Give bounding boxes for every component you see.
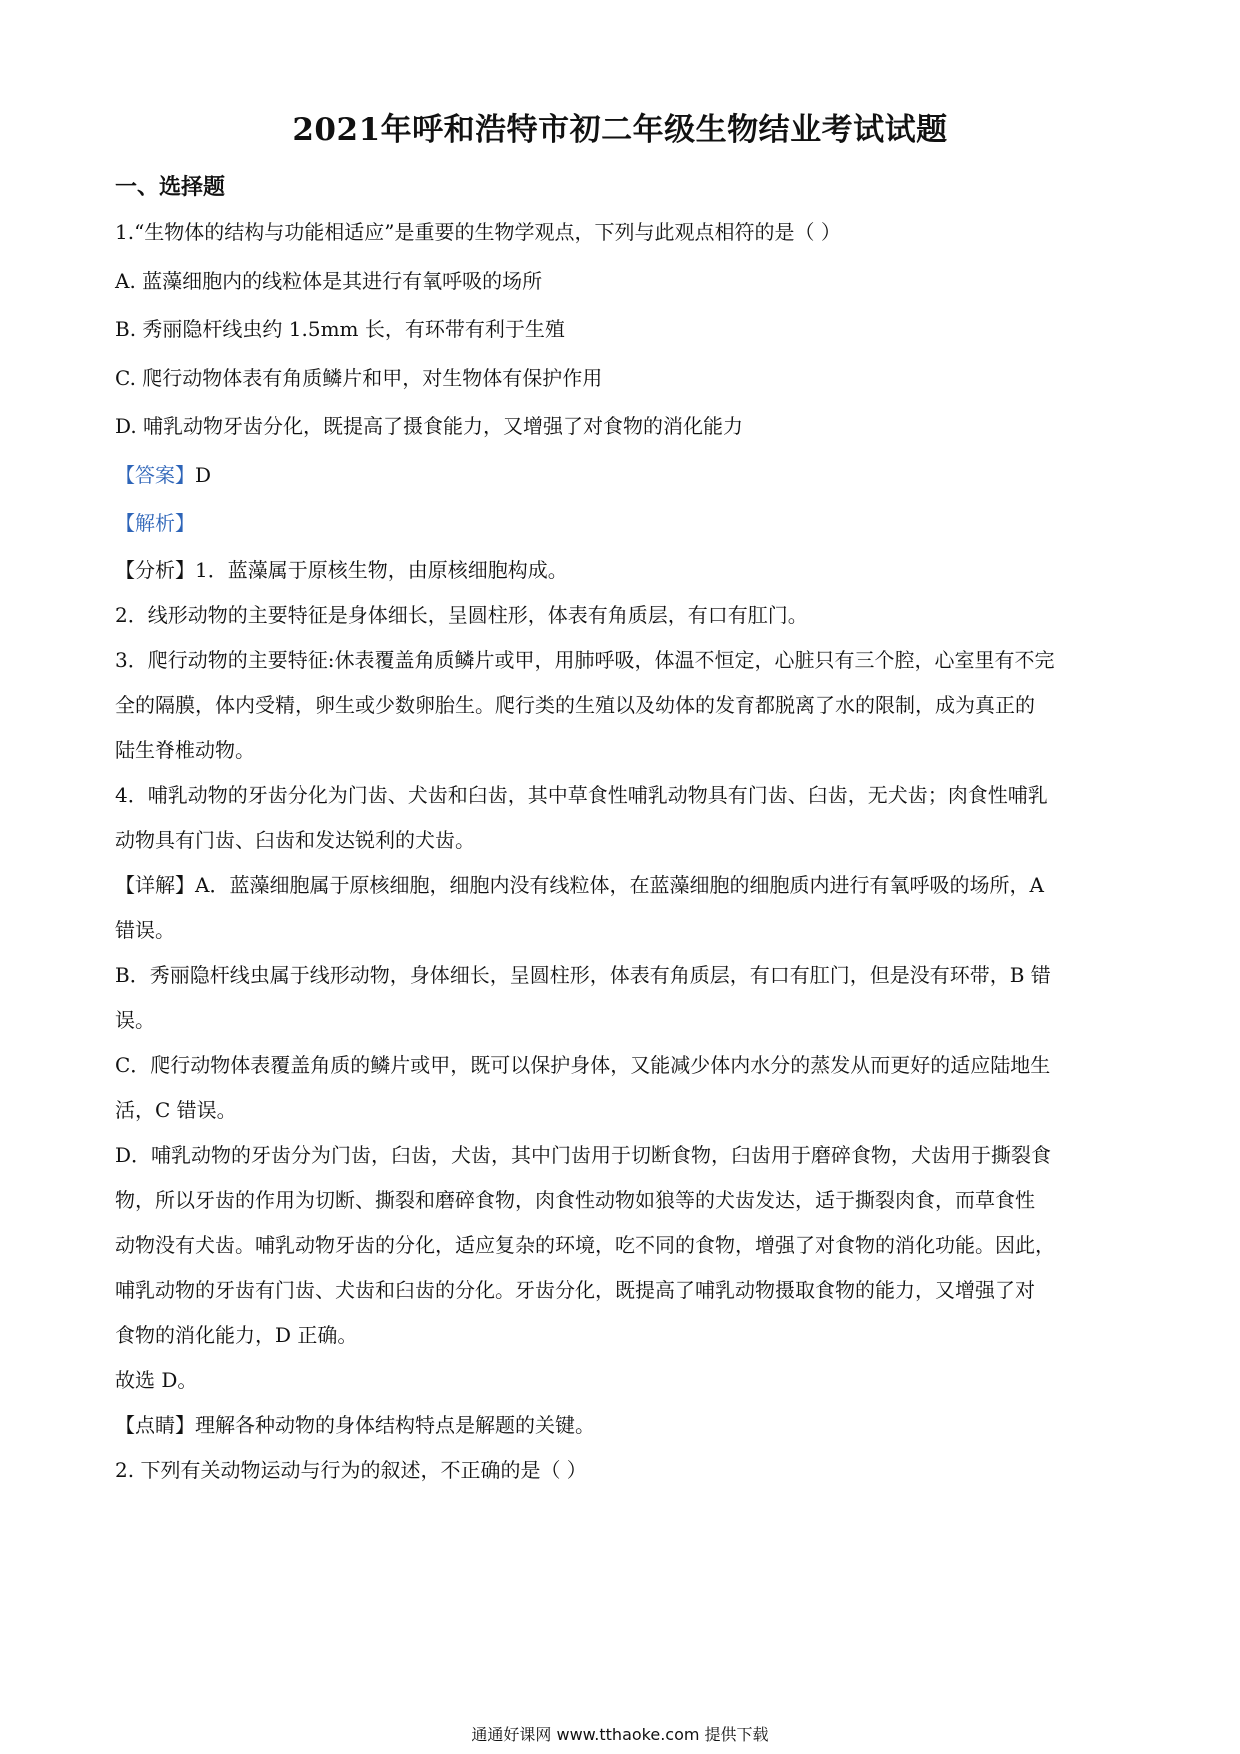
analysis-point-1: 【分析】1．蓝藻属于原核生物，由原核细胞构成。: [115, 557, 568, 582]
detail-b-line: 误。: [115, 1007, 155, 1032]
detail-a-line: 【详解】A．蓝藻细胞属于原核细胞，细胞内没有线粒体，在蓝藻细胞的细胞质内进行有氧呼吸的场所，A: [115, 872, 1044, 897]
analysis-point-3-line: 3．爬行动物的主要特征:休表覆盖角质鳞片或甲，用肺呼吸，体温不恒定，心脏只有三个腔，心室里有不完: [115, 647, 1055, 672]
analysis-body: [115, 548, 1135, 1493]
detail-d-line: 哺乳动物的牙齿有门齿、犬齿和臼齿的分化。牙齿分化，既提高了哺乳动物摄取食物的能力，又增强了对: [115, 1277, 1035, 1302]
analysis-point-4-line: 4．哺乳动物的牙齿分化为门齿、犬齿和臼齿，其中草食性哺乳动物具有门齿、臼齿，无犬齿；肉食性哺乳: [115, 782, 1048, 807]
analysis-tag: 【解析】: [115, 511, 195, 535]
analysis-point-3-line: 全的隔膜，体内受精，卵生或少数卵胎生。爬行类的生殖以及幼体的发育都脱离了水的限制，成为真正的: [115, 692, 1035, 717]
question-2-stem: 2. 下列有关动物运动与行为的叙述，不正确的是（ ）: [115, 1457, 587, 1482]
question-1-option-d: D. 哺乳动物牙齿分化，既提高了摄食能力，又增强了对食物的消化能力: [115, 414, 744, 438]
document-body: [115, 168, 1135, 1493]
answer-value: D: [195, 462, 212, 487]
detail-a-line: 错误。: [115, 917, 175, 942]
document-title: 2021年呼和浩特市初二年级生物结业考试试题: [292, 112, 948, 148]
section-heading: 一、选择题: [115, 175, 226, 200]
question-1-option-c: C. 爬行动物体表有角质鳞片和甲，对生物体有保护作用: [115, 365, 603, 390]
question-1-stem: 1.“生物体的结构与功能相适应”是重要的生物学观点，下列与此观点相符的是（ ）: [115, 220, 841, 244]
analysis-point-3-line: 陆生脊椎动物。: [115, 737, 255, 762]
detail-c-line: 活，C 错误。: [115, 1097, 237, 1122]
question-1-option-a: A. 蓝藻细胞内的线粒体是其进行有氧呼吸的场所: [115, 268, 543, 293]
analysis-point-2: 2．线形动物的主要特征是身体细长，呈圆柱形，体表有角质层，有口有肛门。: [115, 602, 808, 627]
answer-line: [115, 451, 1135, 500]
detail-d-line: 食物的消化能力，D 正确。: [115, 1322, 358, 1347]
detail-d-line: D．哺乳动物的牙齿分为门齿，臼齿，犬齿，其中门齿用于切断食物，臼齿用于磨碎食物，犬齿用于撕裂食: [115, 1142, 1052, 1167]
detail-c-line: C．爬行动物体表覆盖角质的鳞片或甲，既可以保护身体，又能减少体内水分的蒸发从而更好的适应陆地生: [115, 1052, 1051, 1077]
key-point: 【点睛】理解各种动物的身体结构特点是解题的关键。: [115, 1412, 595, 1437]
page-footer: 通通好课网 www.tthaoke.com 提供下载: [471, 1725, 769, 1744]
detail-d-line: 动物没有犬齿。哺乳动物牙齿的分化，适应复杂的环境，吃不同的食物，增强了对食物的消化功能。因此，: [115, 1232, 1055, 1257]
detail-b-line: B．秀丽隐杆线虫属于线形动物，身体细长，呈圆柱形，体表有角质层，有口有肛门，但是没有环带，B 错: [115, 962, 1051, 987]
question-1-option-b: B. 秀丽隐杆线虫约 1.5mm 长，有环带有利于生殖: [115, 317, 565, 341]
detail-d-line: 物，所以牙齿的作用为切断、撕裂和磨碎食物，肉食性动物如狼等的犬齿发达，适于撕裂肉食，而草食性: [115, 1187, 1035, 1212]
answer-tag: 【答案】: [115, 462, 195, 487]
choice-conclusion: 故选 D。: [115, 1367, 198, 1392]
analysis-point-4-line: 动物具有门齿、臼齿和发达锐利的犬齿。: [115, 827, 475, 852]
